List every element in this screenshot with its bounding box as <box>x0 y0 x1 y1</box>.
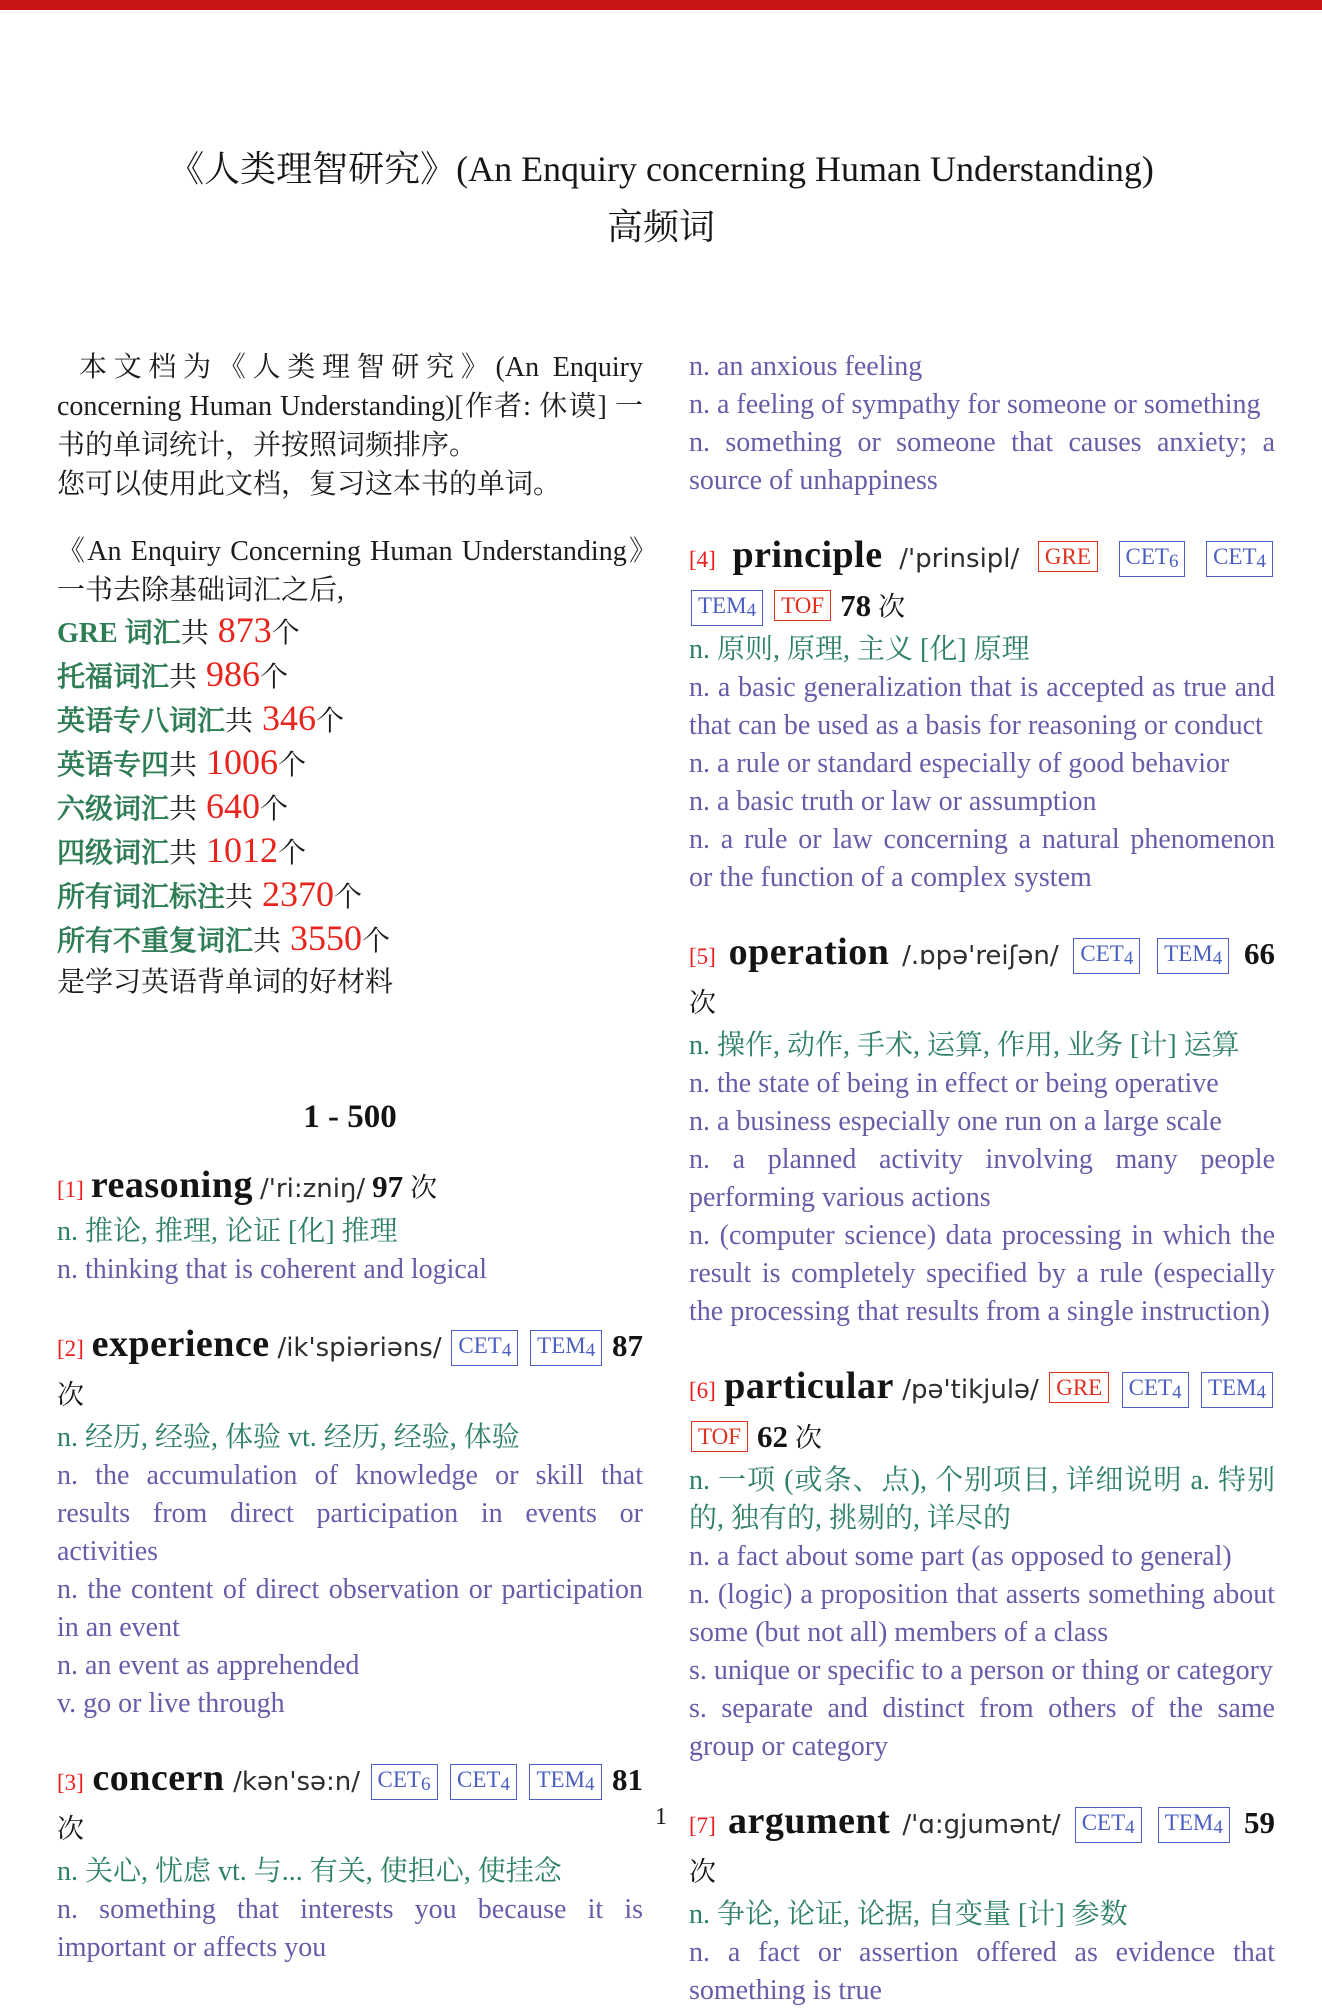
entry-header <box>689 1363 1275 1462</box>
level-tag: CET4 <box>1122 1372 1189 1408</box>
level-tag: TEM4 <box>1201 1372 1273 1408</box>
frequency-count: 87 <box>612 1328 644 1363</box>
frequency-unit: 次 <box>878 592 906 622</box>
definition: n. a rule or law concerning a natural phenomenon or the function of a complex system <box>689 824 1275 893</box>
two-column-layout <box>0 348 1322 2010</box>
level-tag: CET4 <box>451 1330 518 1366</box>
stat-mid: 共 <box>169 750 198 781</box>
stat-mid: 共 <box>253 926 282 957</box>
definition: n. 关心, 忧虑 vt. 与... 有关, 使担心, 使挂念 <box>57 1856 562 1887</box>
phonetic: /.ɒpə'reiʃən/ <box>902 941 1059 971</box>
stat-label: GRE 词汇 <box>57 618 181 649</box>
stat-mid: 共 <box>169 662 198 693</box>
entry-index: [5] <box>689 944 716 969</box>
headword: principle <box>732 534 883 576</box>
headword: concern <box>92 1757 225 1799</box>
entry-header <box>689 532 1275 631</box>
entry-operation <box>689 929 1275 1331</box>
frequency-unit: 次 <box>689 1857 716 1887</box>
definition: n. a feeling of sympathy for someone or something <box>689 389 1261 420</box>
stat-mid: 共 <box>225 882 254 913</box>
level-tag: TEM4 <box>529 1764 601 1800</box>
level-tag: CET4 <box>1073 938 1140 974</box>
headword: operation <box>728 931 890 973</box>
frequency-count: 78 <box>840 588 872 623</box>
level-tag: CET6 <box>1119 541 1186 577</box>
entry-concern <box>57 1755 643 1967</box>
definition: n. thinking that is coherent and logical <box>57 1254 488 1285</box>
frequency-count: 59 <box>1244 1805 1275 1840</box>
stat-row-cet6 <box>57 786 643 830</box>
phonetic: /'prinsipl/ <box>899 544 1020 574</box>
entry-concern-continued <box>689 348 1275 500</box>
entry-index: [2] <box>57 1336 84 1361</box>
section-header: 1 - 500 <box>303 1099 397 1135</box>
intro-block <box>57 348 643 504</box>
definition: n. an anxious feeling <box>689 351 923 382</box>
definition: n. (logic) a proposition that asserts something about some (but not all) members of a class <box>689 1579 1275 1648</box>
definition: n. the state of being in effect or being operative <box>689 1068 1219 1099</box>
phonetic: /'ɑ:gjumənt/ <box>902 1810 1061 1840</box>
frequency-count: 97 <box>372 1169 404 1204</box>
stat-label: 四级词汇 <box>57 838 170 869</box>
stat-row-tem8 <box>57 698 643 742</box>
stat-suffix: 个 <box>334 882 363 913</box>
left-column <box>57 348 643 2010</box>
stat-value: 2370 <box>262 874 335 914</box>
entry-header <box>689 929 1275 1027</box>
stat-mid: 共 <box>169 794 198 825</box>
headword: argument <box>727 1800 891 1842</box>
level-tag: CET4 <box>1075 1807 1142 1843</box>
level-tag: TEM4 <box>1158 1807 1230 1843</box>
stat-row-cet4 <box>57 830 643 874</box>
definition: n. 争论, 论证, 论据, 自变量 [计] 参数 <box>689 1899 1128 1930</box>
stat-row-toefl <box>57 654 643 698</box>
definition: n. the content of direct observation or participation in an event <box>57 1574 643 1643</box>
level-tag: TEM4 <box>530 1330 602 1366</box>
entry-header <box>57 1162 643 1213</box>
frequency-unit: 次 <box>795 1423 823 1453</box>
definition: n. 经历, 经验, 体验 vt. 经历, 经验, 体验 <box>57 1422 520 1453</box>
definition: n. a planned activity involving many people performing various actions <box>689 1144 1275 1213</box>
stat-value: 873 <box>217 610 272 650</box>
level-tag: CET6 <box>371 1764 438 1800</box>
level-tag: TOF <box>691 1421 748 1452</box>
definition: n. 推论, 推理, 论证 [化] 推理 <box>57 1216 398 1247</box>
headword: particular <box>724 1365 894 1407</box>
level-tag: GRE <box>1049 1372 1109 1403</box>
frequency-count: 66 <box>1244 936 1276 971</box>
frequency-unit: 次 <box>57 1380 84 1410</box>
definition: n. the accumulation of knowledge or skill that results from direct participation in events or activities <box>57 1460 643 1567</box>
stat-mid: 共 <box>225 706 254 737</box>
stat-suffix: 个 <box>260 794 289 825</box>
page-number: 1 <box>655 1804 667 1830</box>
intro-paragraph-1: 本文档为《人类理智研究》(An Enquiry concerning Human Understanding)[作者: 休谟] 一书的单词统计，并按照词频排序。 <box>57 352 643 461</box>
stat-mid: 共 <box>180 618 209 649</box>
stat-value: 3550 <box>290 918 363 958</box>
level-tag: TEM4 <box>1157 938 1229 974</box>
stat-label: 英语专八词汇 <box>57 706 226 737</box>
stat-value: 1006 <box>206 742 279 782</box>
stat-label: 托福词汇 <box>57 662 170 693</box>
stat-value: 640 <box>206 786 261 826</box>
frequency-unit: 次 <box>57 1814 84 1844</box>
stat-label: 所有不重复词汇 <box>57 926 254 957</box>
phonetic: /kən'sə:n/ <box>233 1767 361 1797</box>
entry-index: [6] <box>689 1378 716 1403</box>
entry-index: [4] <box>689 547 716 572</box>
frequency-unit: 次 <box>689 988 716 1018</box>
definition: n. a fact about some part (as opposed to general) <box>689 1541 1232 1572</box>
stat-label: 六级词汇 <box>57 794 170 825</box>
stat-suffix: 个 <box>260 662 289 693</box>
entry-particular <box>689 1363 1275 1766</box>
entry-header <box>57 1321 643 1419</box>
definition: n. (computer science) data processing in which the result is completely specified by a rule (especially the processing that results from a single instruction) <box>689 1220 1275 1327</box>
stat-suffix: 个 <box>316 706 345 737</box>
definition: n. a rule or standard especially of good behavior <box>689 748 1230 779</box>
frequency-count: 81 <box>612 1762 644 1797</box>
phonetic: /ik'spiəriəns/ <box>277 1333 442 1363</box>
entry-index: [1] <box>57 1177 84 1202</box>
level-tag: CET4 <box>450 1764 517 1800</box>
stat-suffix: 个 <box>271 618 300 649</box>
entry-experience <box>57 1321 643 1723</box>
definition: n. something that interests you because it is important or affects you <box>57 1894 643 1963</box>
intro-paragraph-2: 您可以使用此文档，复习这本书的单词。 <box>57 469 562 500</box>
level-tag: CET4 <box>1206 541 1273 577</box>
definition: n. 原则, 原理, 主义 [化] 原理 <box>689 634 1030 665</box>
definition: s. unique or specific to a person or thing or category <box>689 1655 1273 1686</box>
document-subtitle: 高频词 <box>606 207 715 247</box>
stat-suffix: 个 <box>278 838 307 869</box>
definition: n. a basic generalization that is accepted as true and that can be used as a basis for reasoning or conduct <box>689 672 1275 741</box>
level-tag: TOF <box>774 590 831 621</box>
entry-index: [7] <box>689 1813 716 1838</box>
stat-row-tem4 <box>57 742 643 786</box>
stat-row-gre <box>57 610 643 654</box>
entry-principle <box>689 532 1275 897</box>
headword: experience <box>91 1323 270 1365</box>
definition: s. separate and distinct from others of the same group or category <box>689 1693 1275 1762</box>
definition: n. a business especially one run on a large scale <box>689 1106 1222 1137</box>
top-red-bar <box>0 0 1322 10</box>
stat-mid: 共 <box>169 838 198 869</box>
definition: n. something or someone that causes anxiety; a source of unhappiness <box>689 427 1275 496</box>
document-header <box>0 0 1322 256</box>
word-count-stats <box>57 532 643 1003</box>
frequency-count: 62 <box>757 1419 789 1454</box>
definition: n. a basic truth or law or assumption <box>689 786 1097 817</box>
right-column <box>689 348 1275 2010</box>
definition: n. 操作, 动作, 手术, 运算, 作用, 业务 [计] 运算 <box>689 1030 1240 1061</box>
stat-label: 英语专四 <box>57 750 170 781</box>
stat-suffix: 个 <box>362 926 391 957</box>
stat-value: 986 <box>206 654 261 694</box>
phonetic: /'ri:zniŋ/ <box>260 1174 366 1204</box>
stats-lead: 《An Enquiry Concerning Human Understanding》一书去除基础词汇之后, <box>57 536 643 606</box>
level-tag: TEM4 <box>691 590 763 626</box>
entry-index: [3] <box>57 1770 84 1795</box>
stats-footer: 是学习英语背单词的好材料 <box>57 967 394 998</box>
headword: reasoning <box>90 1164 253 1206</box>
document-title: 《人类理智研究》(An Enquiry concerning Human Understanding) <box>168 149 1154 189</box>
definition: n. a fact or assertion offered as evidence that something is true <box>689 1937 1275 2006</box>
phonetic: /pə'tikjulə/ <box>902 1375 1039 1405</box>
stat-row-unique <box>57 918 643 962</box>
stat-suffix: 个 <box>278 750 307 781</box>
stat-label: 所有词汇标注 <box>57 882 226 913</box>
frequency-unit: 次 <box>410 1173 438 1203</box>
definition: v. go or live through <box>57 1688 285 1719</box>
stat-row-all-tagged <box>57 874 643 918</box>
stat-value: 1012 <box>206 830 279 870</box>
entry-reasoning <box>57 1162 643 1289</box>
definition: n. 一项 (或条、点), 个别项目, 详细说明 a. 特别的, 独有的, 挑剔的, 详尽的 <box>689 1465 1275 1534</box>
stat-value: 346 <box>262 698 317 738</box>
level-tag: GRE <box>1038 541 1098 572</box>
definition: n. an event as apprehended <box>57 1650 360 1681</box>
